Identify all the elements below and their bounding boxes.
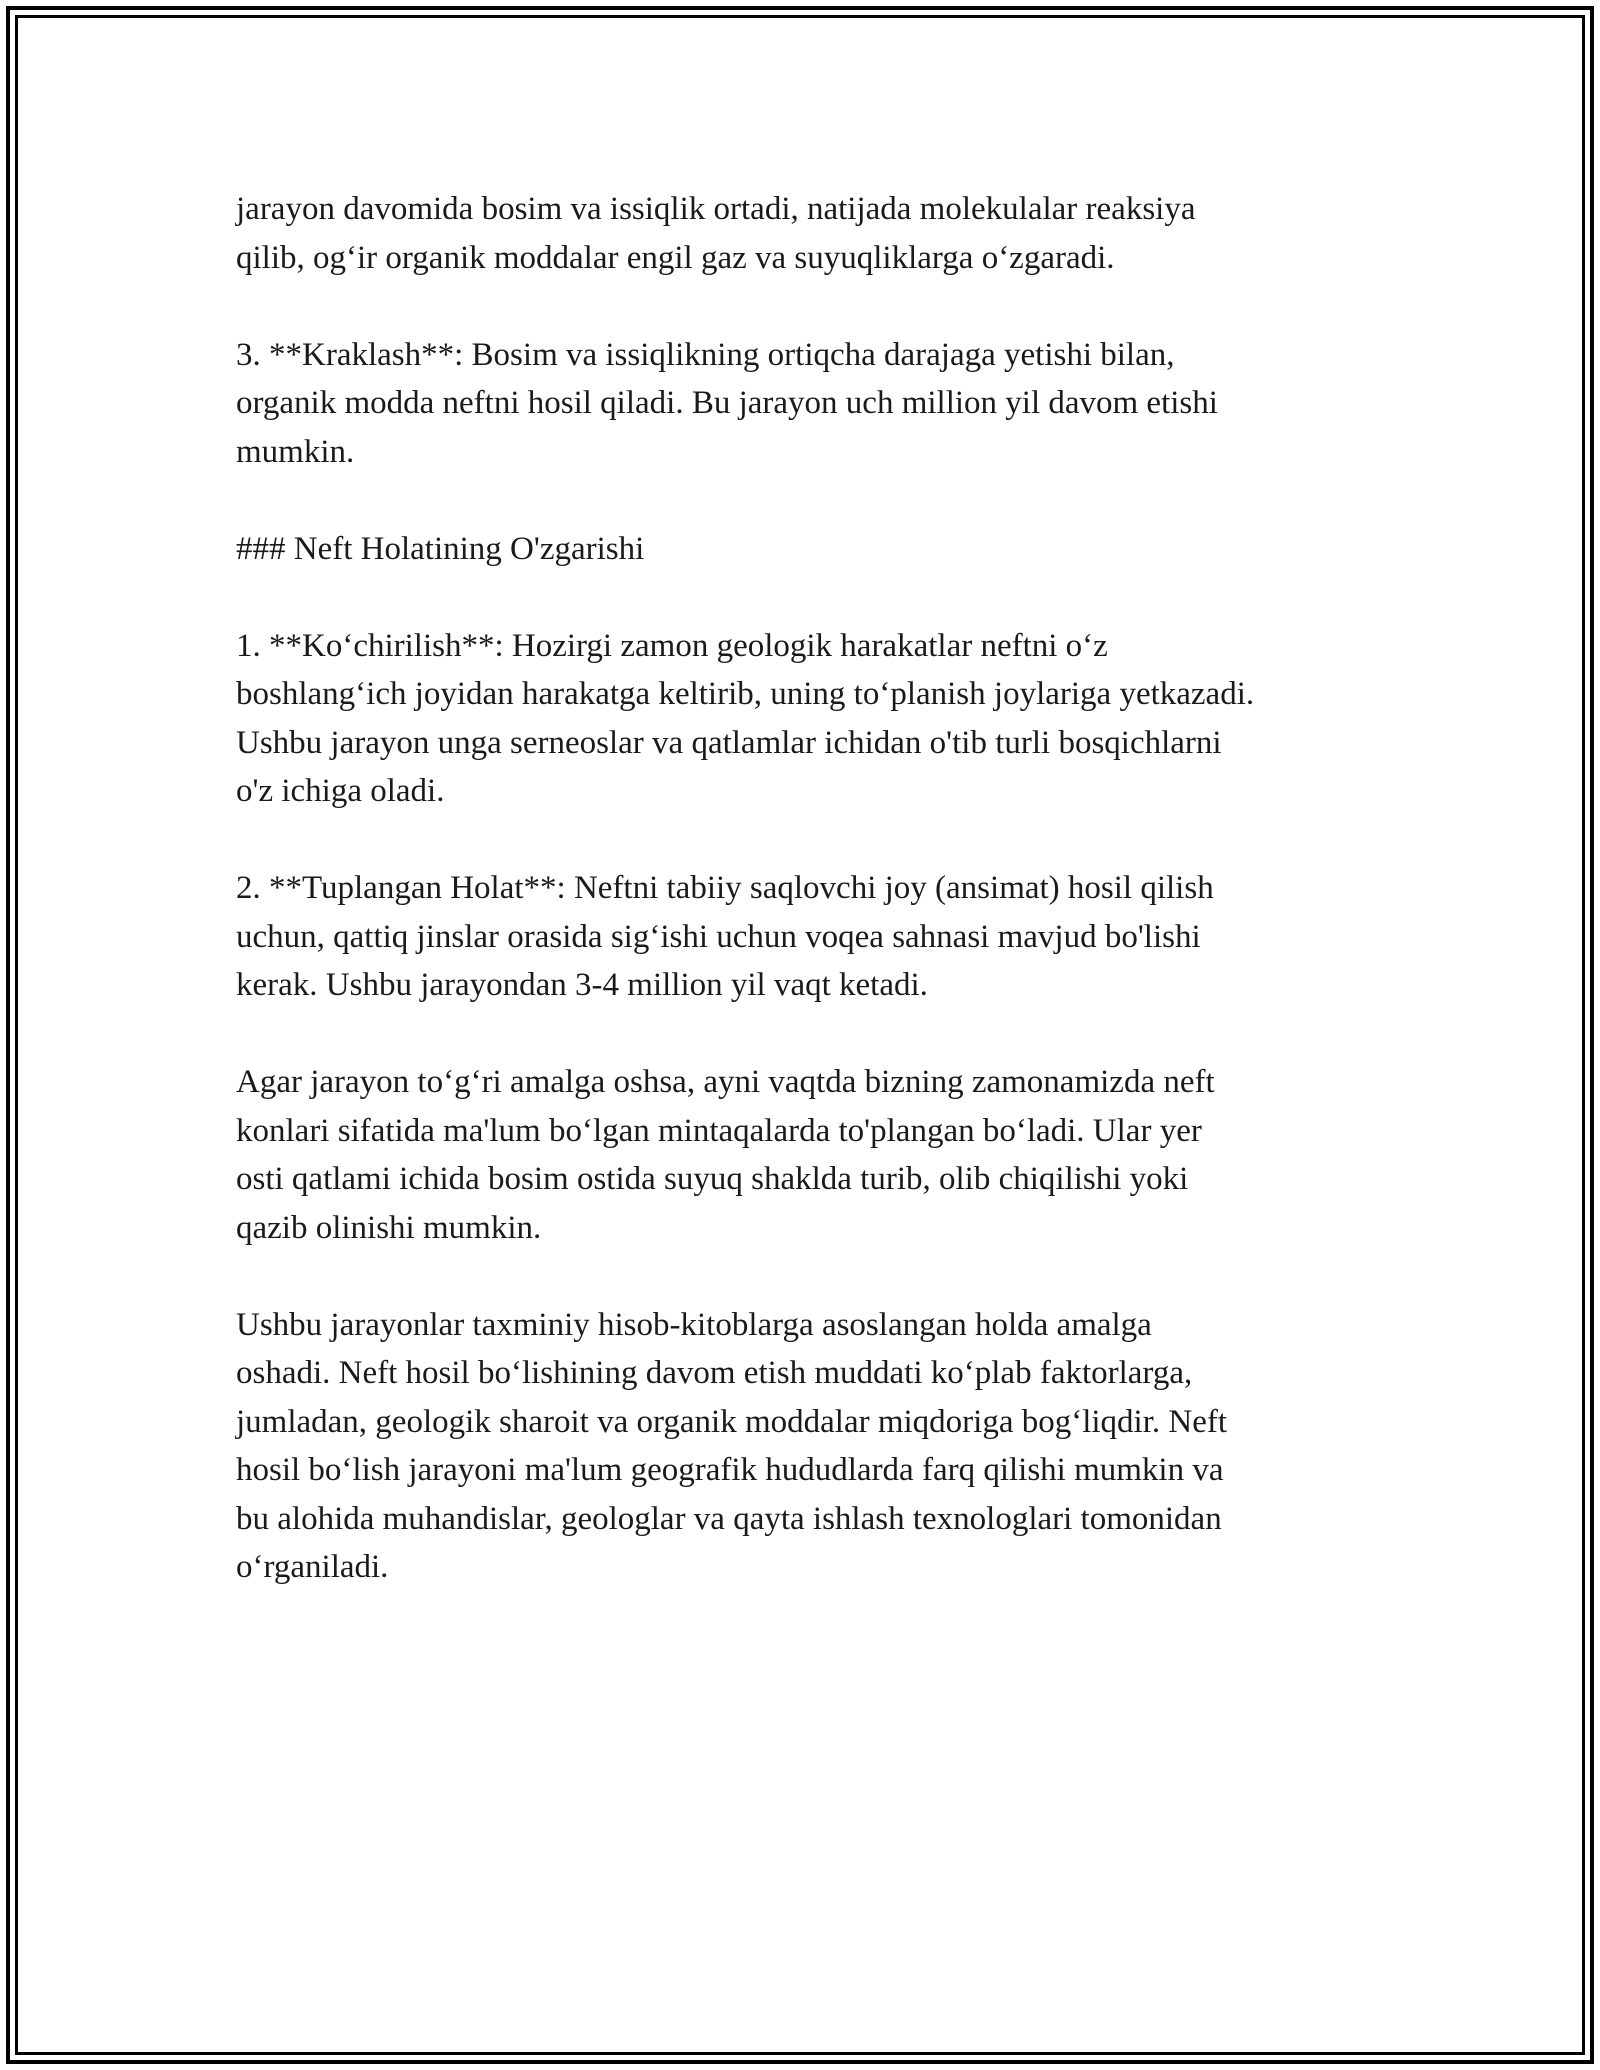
paragraph-cracking: 3. **Kraklash**: Bosim va issiqlikning ortiqcha darajaga yetishi bilan, organik modda neftni hosil qiladi. Bu jarayon uch million yil davom etishi mumkin. xyxy=(236,336,1218,470)
document-body xyxy=(236,185,1386,1592)
section-heading: ### Neft Holatining O'zgarishi xyxy=(236,530,645,567)
paragraph-deposits: Agar jarayon to‘g‘ri amalga oshsa, ayni vaqtda bizning zamonamizda neft konlari sifatida ma'lum bo‘lgan mintaqalarda to'plangan bo‘ladi. Ular yer osti qatlami ichida bosim ostida suyuq shaklda turib, olib chiqilishi yoki qazib olinishi mumkin. xyxy=(236,1064,1215,1246)
paragraph-accumulation: 2. **Tuplangan Holat**: Neftni tabiiy saqlovchi joy (ansimat) hosil qilish uchun, qattiq jinslar orasida sig‘ishi uchun voqea sahnasi mavjud bo'lishi kerak. Ushbu jarayondan 3-4 million yil vaqt ketadi. xyxy=(236,870,1214,1003)
paragraph-conclusion: Ushbu jarayonlar taxminiy hisob-kitoblarga asoslangan holda amalga oshadi. Neft hosil bo‘lishining davom etish muddati ko‘plab faktorlarga, jumladan, geologik sharoit va organik moddalar miqdoriga bog‘liqdir. Neft hosil bo‘lish jarayoni ma'lum geografik hududlarda farq qilishi mumkin va bu alohida muhandislar, geologlar va qayta ishlash texnologlari tomonidan o‘rganiladi. xyxy=(236,1306,1228,1585)
paragraph-process-continuation: jarayon davomida bosim va issiqlik ortadi, natijada molekulalar reaksiya qilib, og‘ir organik moddalar engil gaz va suyuqliklarga o‘zgaradi. xyxy=(236,191,1196,276)
paragraph-migration: 1. **Ko‘chirilish**: Hozirgi zamon geologik harakatlar neftni o‘z boshlang‘ich joyidan harakatga keltirib, uning to‘planish joylariga yetkazadi. Ushbu jarayon unga serneoslar va qatlamlar ichidan o'tib turli bosqichlarni o'z ichiga oladi. xyxy=(236,627,1255,809)
